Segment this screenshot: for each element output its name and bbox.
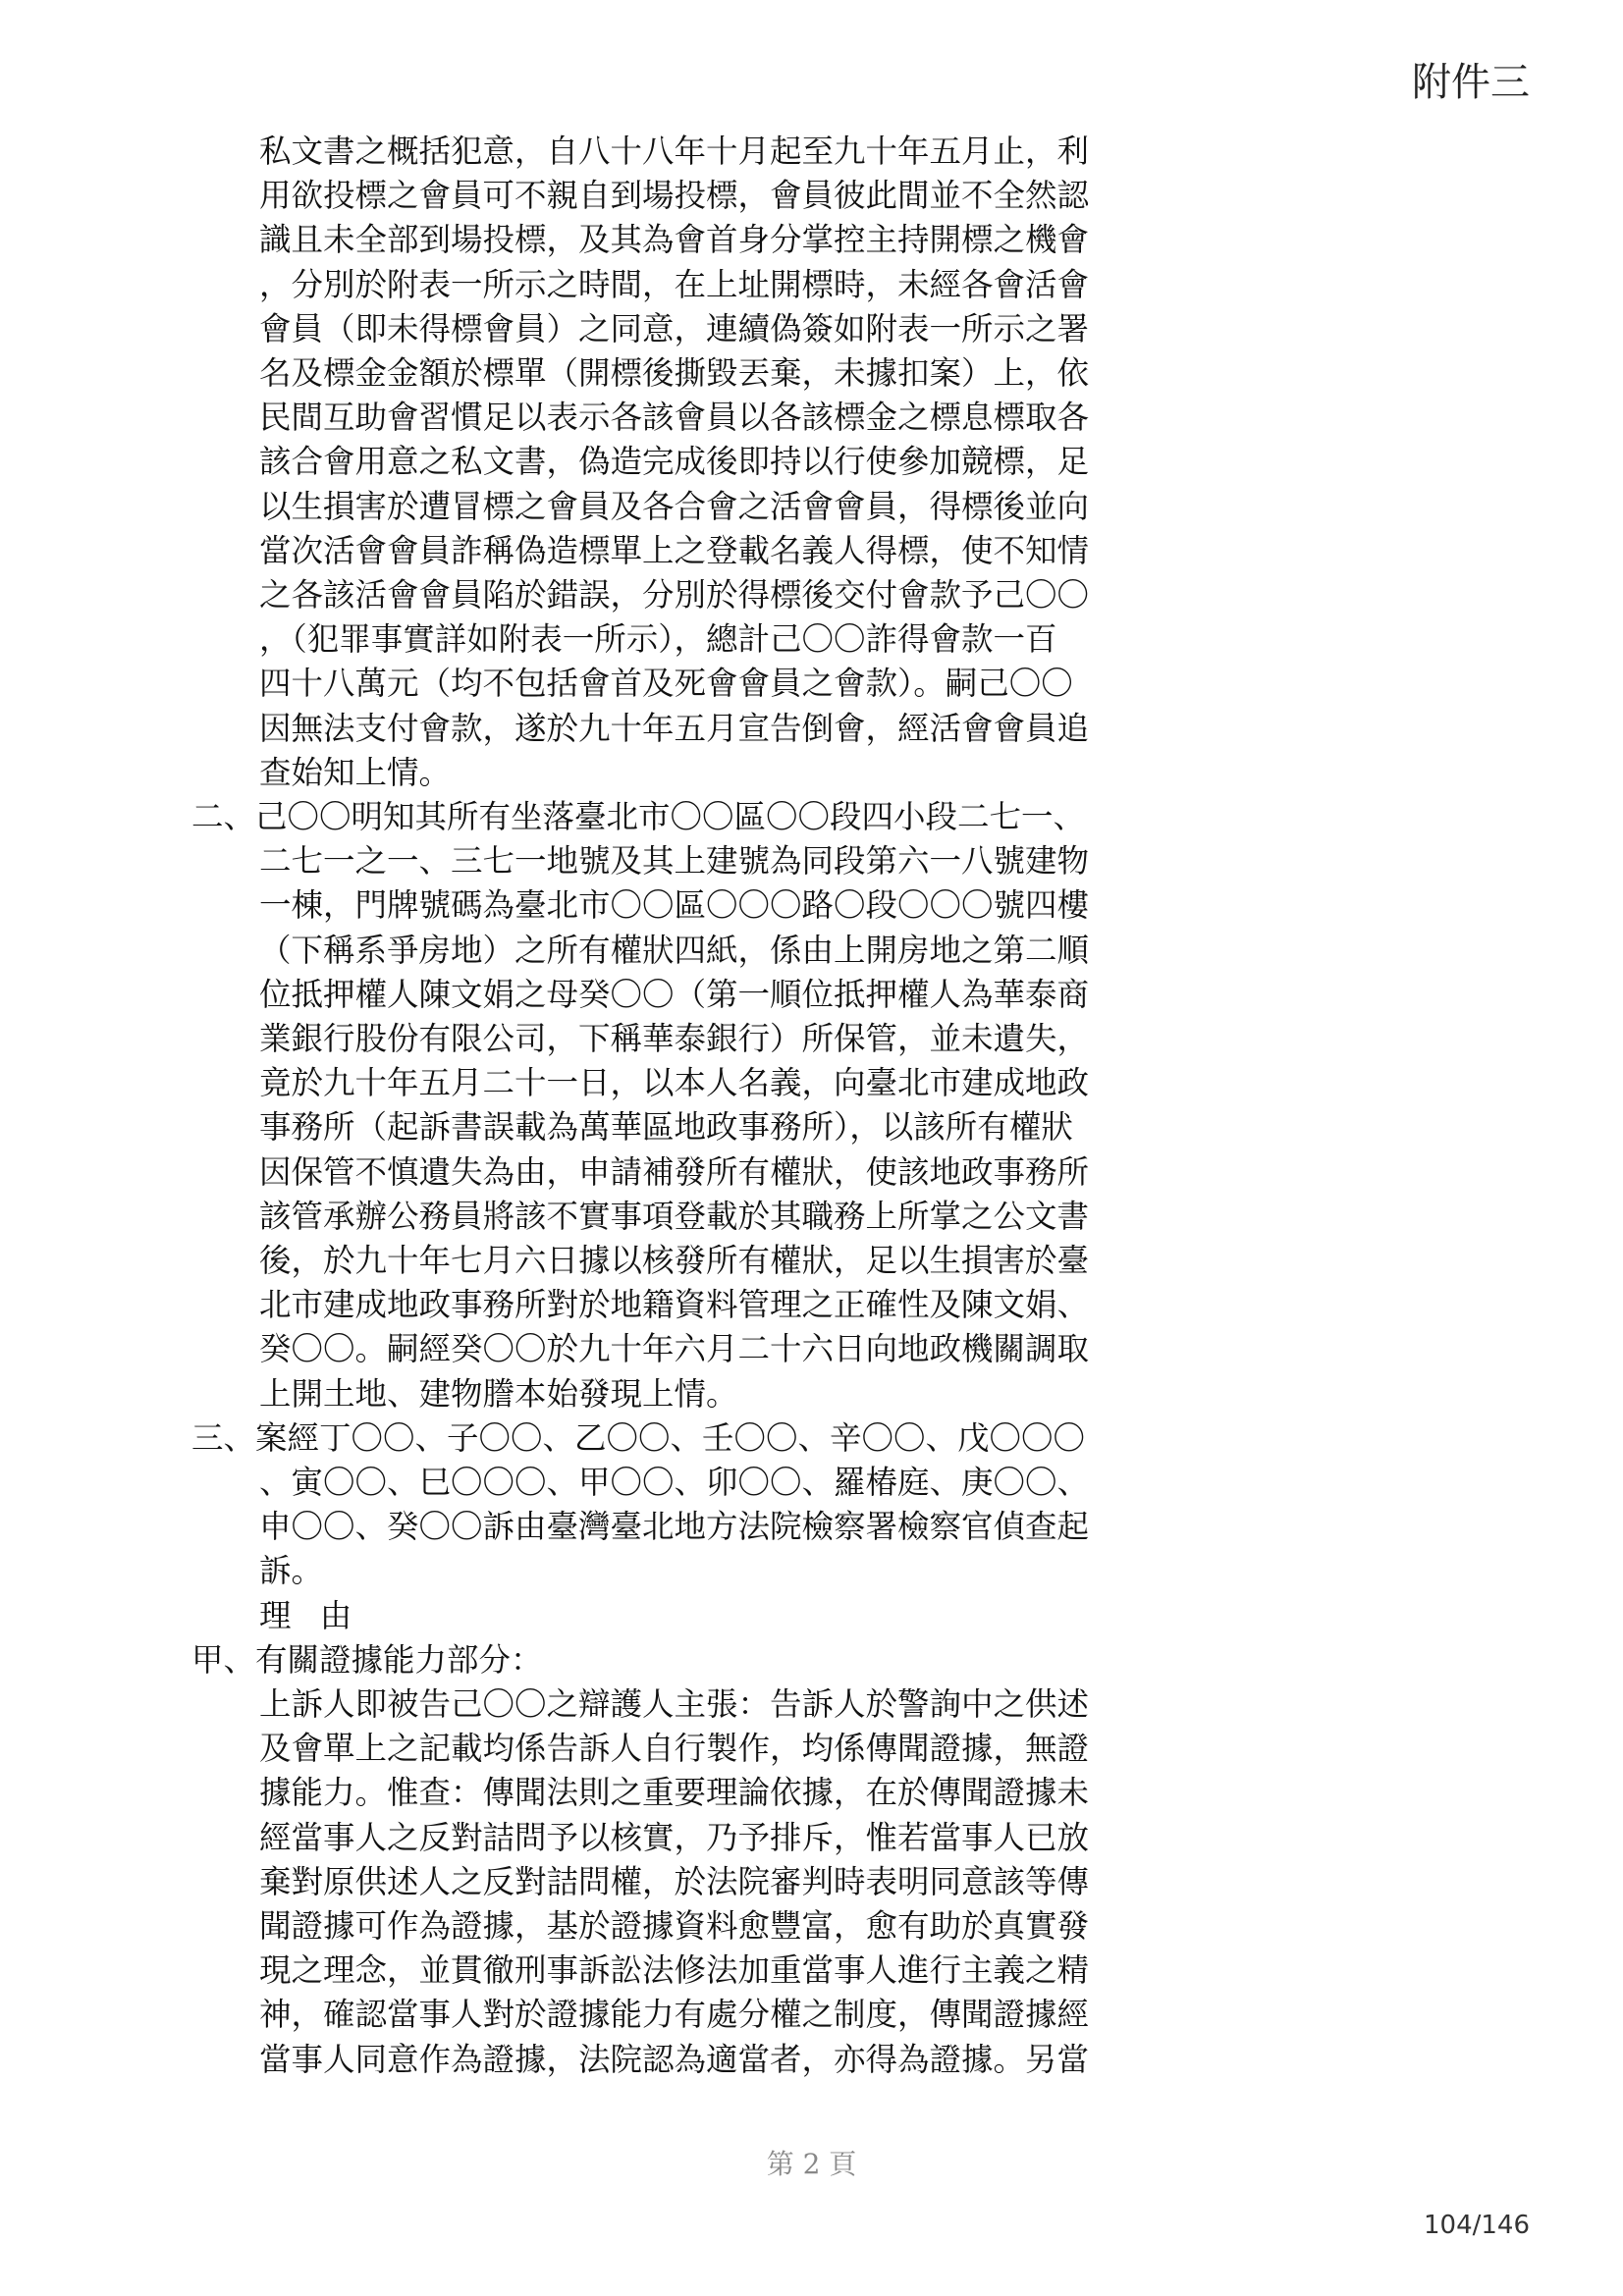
text-line: 、寅〇〇、巳〇〇〇、甲〇〇、卯〇〇、羅椿庭、庚〇〇、 <box>259 1464 1090 1501</box>
text-line: 當次活會會員詐稱偽造標單上之登載名義人得標，使不知情 <box>259 531 1090 569</box>
text-line: 識且未全部到場投標，及其為會首身分掌控主持開標之機會 <box>259 221 1090 259</box>
text-line: 名及標金金額於標單（開標後撕毀丟棄，未據扣案）上，依 <box>259 354 1090 392</box>
text-line: （下稱系爭房地）之所有權狀四紙，係由上開房地之第二順 <box>259 931 1090 969</box>
text-line: 四十八萬元（均不包括會首及死會會員之會款）。嗣己〇〇 <box>259 665 1073 703</box>
text-line: 經當事人之反對詰問予以核實，乃予排斥，惟若當事人已放 <box>259 1818 1090 1856</box>
text-line: 癸〇〇。嗣經癸〇〇於九十年六月二十六日向地政機關調取 <box>259 1330 1090 1368</box>
text-line: 該管承辦公務員將該不實事項登載於其職務上所掌之公文書 <box>259 1197 1090 1235</box>
text-line: 竟於九十年五月二十一日，以本人名義，向臺北市建成地政 <box>259 1064 1090 1102</box>
text-line: 用欲投標之會員可不親自到場投標，會員彼此間並不全然認 <box>259 177 1090 215</box>
text-line: 現之理念，並貫徹刑事訴訟法修法加重當事人進行主義之精 <box>259 1951 1090 1990</box>
annex-label: 附件三 <box>1412 60 1530 105</box>
text-line: 棄對原供述人之反對詰問權，於法院審判時表明同意該等傳 <box>259 1862 1090 1900</box>
text-line: 神，確認當事人對於證據能力有處分權之制度，傳聞證據經 <box>259 1996 1090 2034</box>
text-line: 上訴人即被告己〇〇之辯護人主張：告訴人於警詢中之供述 <box>259 1685 1090 1723</box>
text-line: 申〇〇、癸〇〇訴由臺灣臺北地方法院檢察署檢察官偵查起 <box>259 1508 1090 1546</box>
text-line: 私文書之概括犯意，自八十八年十月起至九十年五月止，利 <box>259 133 1090 170</box>
text-line: 當事人同意作為證據，法院認為適當者，亦得為證據。另當 <box>259 2040 1090 2078</box>
text-line: 查始知上情。 <box>259 753 452 791</box>
text-line: 一棟，門牌號碼為臺北市〇〇區〇〇〇路〇段〇〇〇號四樓 <box>259 886 1090 925</box>
section-heading: 理由 <box>259 1596 381 1634</box>
text-line: 事務所（起訴書誤載為萬華區地政事務所），以該所有權狀 <box>259 1108 1073 1147</box>
page-number: 第 2 頁 <box>766 2148 857 2180</box>
text-line: 聞證據可作為證據，基於證據資料愈豐富，愈有助於真實發 <box>259 1907 1090 1945</box>
text-line: 業銀行股份有限公司，下稱華泰銀行）所保管，並未遺失， <box>259 1020 1090 1057</box>
text-line: ，分別於附表一所示之時間，在上址開標時，未經各會活會 <box>259 265 1090 303</box>
text-line: 以生損害於遭冒標之會員及各合會之活會會員，得標後並向 <box>259 487 1090 525</box>
text-line: 二七一之一、三七一地號及其上建號為同段第六一八號建物 <box>259 842 1090 881</box>
text-line: 民間互助會習慣足以表示各該會員以各該標金之標息標取各 <box>259 399 1090 437</box>
text-line: 及會單上之記載均係告訴人自行製作，均係傳聞證據，無證 <box>259 1730 1090 1768</box>
text-line: 二、己〇〇明知其所有坐落臺北市〇〇區〇〇段四小段二七一、 <box>191 798 1086 835</box>
text-line: 訴。 <box>259 1552 324 1590</box>
text-line: 位抵押權人陳文娟之母癸〇〇（第一順位抵押權人為華泰商 <box>259 975 1090 1013</box>
text-line: 上開土地、建物謄本始發現上情。 <box>259 1374 738 1413</box>
text-line: 後，於九十年七月六日據以核發所有權狀，足以生損害於臺 <box>259 1242 1090 1279</box>
text-line: 據能力。惟查：傳聞法則之重要理論依據，在於傳聞證據未 <box>259 1774 1090 1812</box>
text-line: 因無法支付會款，遂於九十年五月宣告倒會，經活會會員追 <box>259 709 1090 747</box>
text-line: 因保管不慎遺失為由，申請補發所有權狀，使該地政事務所 <box>259 1152 1090 1191</box>
text-line: 之各該活會會員陷於錯誤，分別於得標後交付會款予己〇〇 <box>259 576 1090 614</box>
page-count: 104/146 <box>1423 2211 1530 2240</box>
text-line: ，（犯罪事實詳如附表一所示），總計己〇〇詐得會款一百 <box>259 620 1057 659</box>
text-line: 甲、有關證據能力部分： <box>191 1640 543 1679</box>
text-line: 三、案經丁〇〇、子〇〇、乙〇〇、壬〇〇、辛〇〇、戊〇〇〇 <box>191 1418 1086 1457</box>
text-line: 會員（即未得標會員）之同意，連續偽簽如附表一所示之署 <box>259 309 1090 347</box>
text-line: 該合會用意之私文書，偽造完成後即持以行使參加競標，足 <box>259 443 1090 481</box>
text-line: 北市建成地政事務所對於地籍資料管理之正確性及陳文娟、 <box>259 1286 1090 1324</box>
